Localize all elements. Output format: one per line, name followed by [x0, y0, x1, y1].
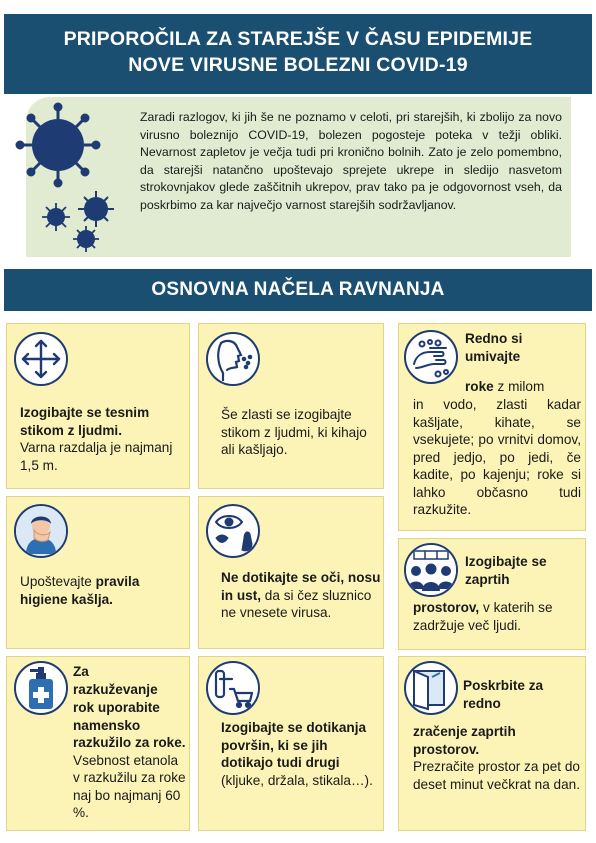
intro-text: Zaradi razlogov, ki jih še ne poznamo v celoti, pri starejših, ki zbolijo za novo virusno boleznijo COVID-19, bolezen pogosteje poteka v težji obliki. Nevarnost zapletov je večja tudi pri kronično bolnih. Zato je zelo pomembno, da starejši natančno upoštevajo sprejete ukrepe in sledijo nasvetom strokovnjakov glede zaščitnih ukrepov, prav tako pa je odgovornost vseh, da poskrbimo za kar največjo varnost starejših sodržavljanov. — [140, 110, 562, 212]
intro-panel — [26, 97, 571, 257]
card-crowd-bold-3: prostorov, — [413, 600, 480, 615]
card-distance-bold: Izogibajte se tesnim stikom z ljudmi. — [20, 405, 150, 438]
card-face-bold: Ne dotikajte se oči, nosu in ust, — [221, 570, 381, 603]
coughing-person-icon — [14, 504, 68, 558]
card-sanitizer-heading — [73, 663, 187, 698]
title-line-2: NOVE VIRUSNE BOLEZNI COVID-19 — [128, 54, 468, 76]
card-crowd — [398, 538, 586, 650]
card-sanitizer-bold-1: Za — [73, 664, 89, 679]
card-cough — [6, 496, 190, 649]
open-window-icon — [404, 661, 458, 715]
card-surfaces — [198, 656, 384, 831]
sanitizer-bottle-icon — [14, 661, 68, 715]
virus-icon — [10, 99, 134, 255]
card-ventilate-heading — [463, 677, 583, 712]
eye-nose-mouth-icon — [206, 504, 260, 558]
card-surfaces-text — [221, 719, 381, 789]
card-face-text — [221, 569, 381, 622]
card-sick-text: Še zlasti se izogibajte stikom z ljudmi, ki kihajo ali kašljajo. — [221, 407, 367, 457]
card-surfaces-detail: (kljuke, držala, stikala…). — [221, 772, 373, 788]
card-sanitizer-bold-3: rok uporabite namensko razkužilo za roke. — [73, 700, 186, 750]
card-ventilate — [398, 656, 586, 831]
card-distance-detail: Varna razdalja je najmanj 1,5 m. — [20, 440, 173, 473]
card-ventilate-bold-1: Poskrbite za — [463, 678, 544, 693]
card-face-detail: da si čez sluznico ne vnesete virusa. — [221, 587, 372, 620]
card-handwash-heading — [465, 330, 583, 365]
card-crowd-text: v katerih se zadržuje več ljudi. — [413, 600, 553, 633]
crowd-indoors-icon — [404, 543, 458, 597]
card-handwash-bold-1: Redno si — [465, 331, 523, 346]
card-crowd-bold-1: Izogibajte se — [465, 554, 547, 569]
card-sanitizer — [6, 656, 190, 831]
card-ventilate-detail — [413, 723, 583, 793]
card-sanitizer-detail — [73, 699, 187, 822]
card-ventilate-text: Prezračite prostor za pet do deset minut večkrat na dan. — [413, 759, 580, 792]
card-handwash-bold-3: roke — [465, 379, 494, 394]
card-handwash-line3 — [465, 378, 583, 396]
card-crowd-bold-2: zaprtih — [465, 571, 510, 587]
card-crowd-heading — [465, 553, 583, 588]
card-cough-prefix: Upoštevajte — [20, 574, 96, 589]
card-ventilate-bold-3: zračenje zaprtih prostorov. — [413, 724, 516, 757]
door-handle-cart-icon — [206, 661, 260, 715]
card-cough-bold: pravila higiene kašlja. — [20, 574, 140, 607]
card-sanitizer-text: Vsebnost etanola v razkužilu za roke naj bo najmanj 60 %. — [73, 752, 186, 820]
card-sanitizer-bold-2: razkuževanje — [73, 681, 158, 697]
title-line-1: PRIPOROČILA ZA STAREJŠE V ČASU EPIDEMIJE — [63, 28, 533, 50]
card-handwash-text-1: z milom — [493, 379, 545, 394]
hand-washing-icon — [404, 330, 458, 384]
card-face — [198, 496, 384, 649]
sneezing-person-icon — [206, 332, 260, 386]
card-handwash-bold-2: umivajte — [465, 348, 521, 364]
card-surfaces-bold: Izogibajte se dotikanja površin, ki se jih dotikajo tudi drugi — [221, 720, 367, 770]
section-banner — [4, 269, 592, 311]
card-sick — [198, 323, 384, 489]
card-handwash-detail: in vodo, zlasti kadar kašljate, kihate, se vsekujete; po vrnitvi domov, pred jedjo, po jedi, če kadite, po kajenju; roke si lahko občasno tudi razkužite. — [413, 397, 581, 517]
section-title: OSNOVNA NAČELA RAVNANJA — [151, 279, 445, 300]
card-distance-text — [20, 404, 185, 474]
card-distance — [6, 323, 190, 489]
card-crowd-detail — [413, 599, 583, 634]
card-handwash — [398, 323, 586, 531]
card-ventilate-bold-2: redno — [463, 695, 501, 711]
card-cough-text — [20, 573, 185, 608]
arrows-distance-icon — [14, 332, 68, 386]
title-banner — [4, 14, 592, 94]
